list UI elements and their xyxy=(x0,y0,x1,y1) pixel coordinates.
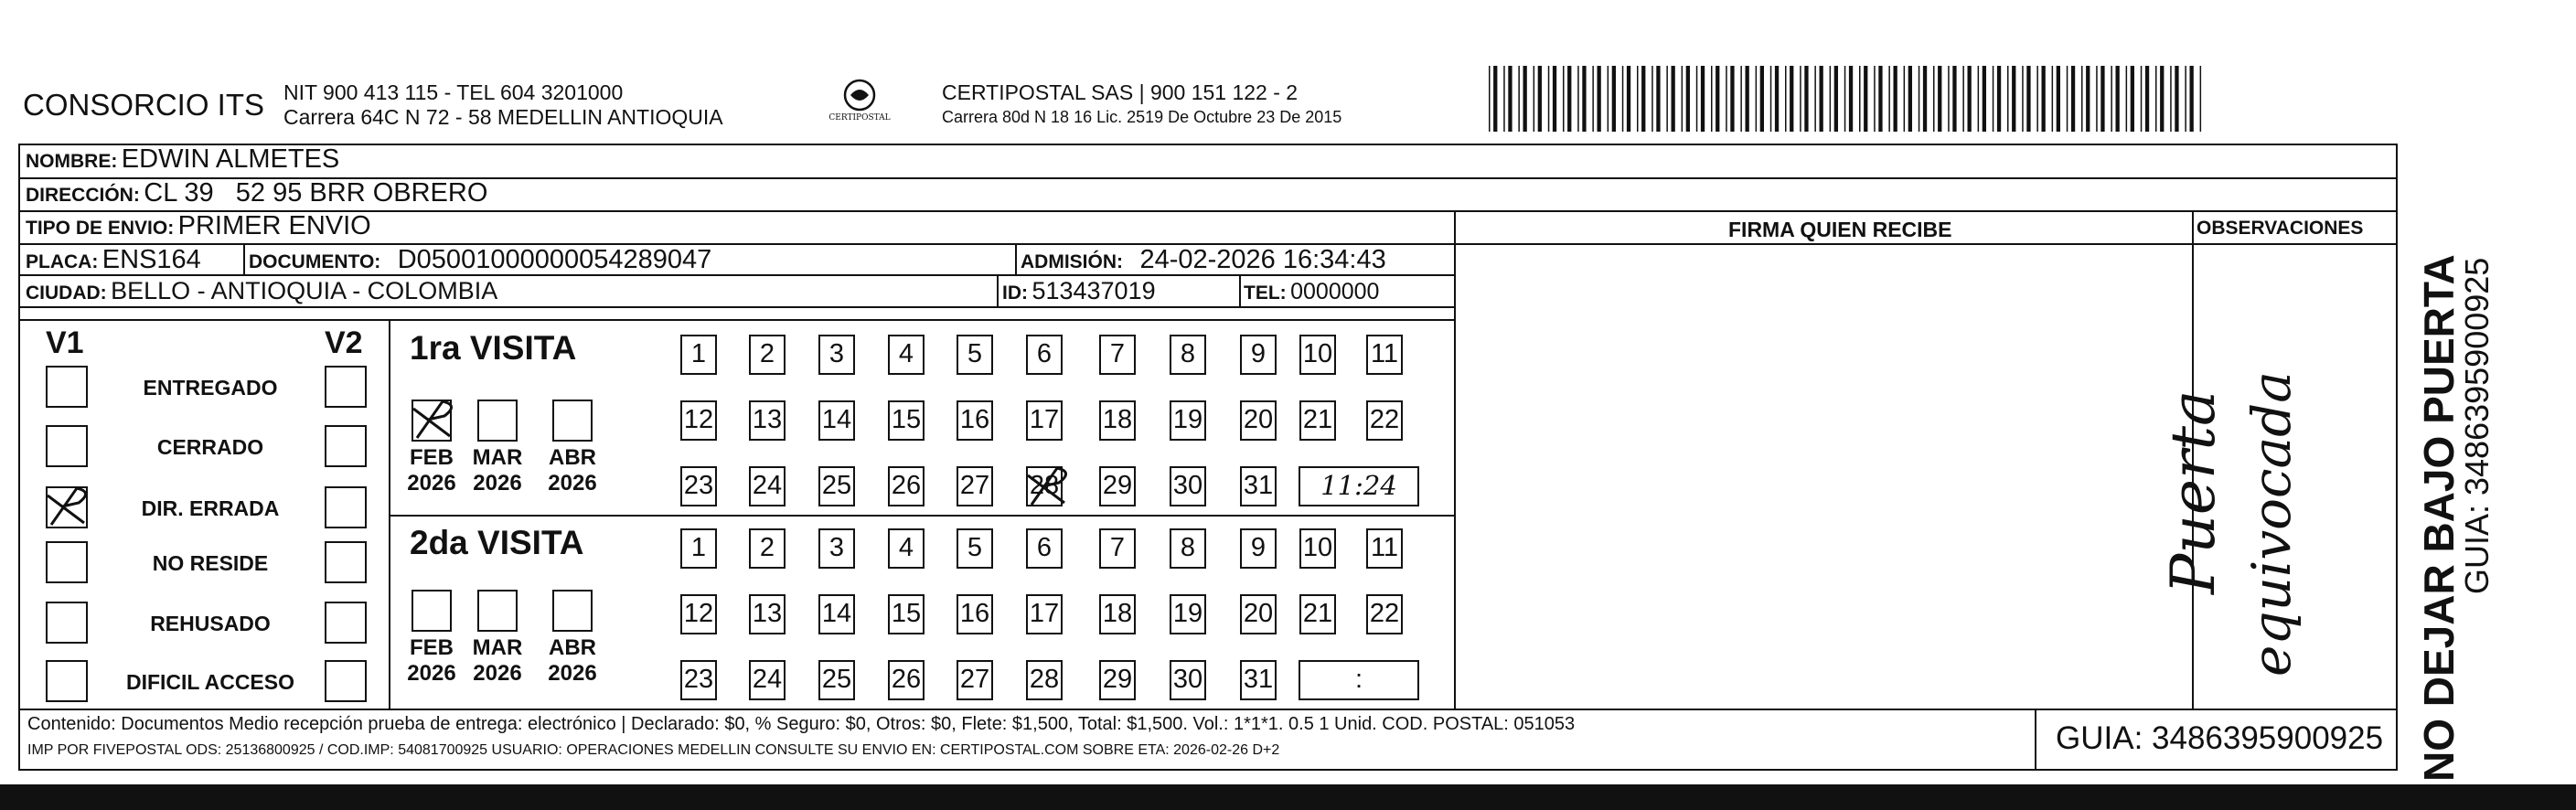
day-box: 13 xyxy=(749,594,786,634)
barcode-bar xyxy=(1859,66,1861,132)
v1-checkbox xyxy=(46,486,88,528)
v2-checkbox xyxy=(325,541,367,583)
barcode-bar xyxy=(1993,66,1994,132)
barcode-bar xyxy=(1627,66,1630,132)
ciudad-label: CIUDAD: xyxy=(26,282,107,304)
handwritten-observation-line2: equivocada xyxy=(2240,371,2303,677)
barcode-bar xyxy=(1686,66,1690,132)
month-year: 2026 xyxy=(473,661,522,686)
v1-label: V1 xyxy=(46,325,84,360)
v2-checkbox xyxy=(325,425,367,467)
barcode-bar xyxy=(1577,66,1579,132)
month-checkbox xyxy=(412,400,452,442)
barcode-bar xyxy=(2081,66,2083,132)
day-box: 30 xyxy=(1170,660,1206,700)
barcode-bar xyxy=(1830,66,1832,132)
day-box: 19 xyxy=(1170,400,1206,441)
id-label: ID: xyxy=(1002,282,1028,304)
documento-label: DOCUMENTO: xyxy=(249,251,381,272)
barcode-bar xyxy=(2022,66,2024,132)
month-label xyxy=(465,445,529,496)
day-box: 5 xyxy=(957,335,993,375)
day-box: 21 xyxy=(1299,400,1336,441)
month-checkbox xyxy=(552,400,593,442)
v2-checkbox xyxy=(325,602,367,644)
barcode-bar xyxy=(1849,66,1853,132)
day-box: 2 xyxy=(749,335,786,375)
month-year: 2026 xyxy=(473,471,522,496)
documento-value: D05001000000054289047 xyxy=(397,245,712,274)
barcode-bar xyxy=(1790,66,1793,132)
barcode-bar xyxy=(1682,66,1683,132)
barcode-bar xyxy=(1820,66,1823,132)
barcode xyxy=(1489,66,2211,132)
nombre-label: NOMBRE: xyxy=(26,151,118,172)
barcode-bar xyxy=(1978,66,1980,132)
barcode-bar xyxy=(1874,66,1876,132)
side-guia: GUIA: 3486395900925 xyxy=(2458,257,2496,594)
footer-contenido: Contenido: Documentos Medio recepción prueba de entrega: electrónico | Declarado: $0, % Seguro: $0, Otros: $0, Flete: $1,500, Total: $1,500. Vol.: 1*1*1. 0.5 1 Unid. COD. POSTAL: 051053 xyxy=(27,714,1576,734)
barcode-bar xyxy=(1608,66,1609,132)
barcode-bar xyxy=(1894,66,1897,132)
v1-checkbox xyxy=(46,366,88,408)
day-check-mark xyxy=(1022,463,1077,508)
month-label xyxy=(540,445,604,496)
barcode-bar xyxy=(1508,66,1512,132)
month-name: ABR xyxy=(549,635,596,660)
v1-checkbox xyxy=(46,541,88,583)
barcode-bar xyxy=(2111,66,2112,132)
logo-text: CERTIPOSTAL xyxy=(828,113,891,123)
month-year: 2026 xyxy=(548,661,597,686)
direccion-value: CL 39 52 95 BRR OBRERO xyxy=(144,178,488,208)
day-box: 4 xyxy=(888,528,925,569)
barcode-bar xyxy=(1563,66,1565,132)
day-box: 12 xyxy=(680,594,717,634)
visit1-title: 1ra VISITA xyxy=(410,329,577,367)
tel-value: 0000000 xyxy=(1290,279,1380,304)
barcode-bar xyxy=(2086,66,2090,132)
admision-label: ADMISIÓN: xyxy=(1021,251,1123,272)
day-box: 9 xyxy=(1240,335,1277,375)
barcode-bar xyxy=(1489,66,1491,132)
month-label xyxy=(400,445,464,496)
barcode-bar xyxy=(2042,66,2046,132)
month-checkbox xyxy=(552,590,593,632)
day-box: 3 xyxy=(818,528,855,569)
month-name: ABR xyxy=(549,445,596,470)
nombre-value: EDWIN ALMETES xyxy=(121,144,340,174)
v2-label: V2 xyxy=(325,325,363,360)
partner-line: CERTIPOSTAL SAS | 900 151 122 - 2 xyxy=(942,80,1299,104)
barcode-bar xyxy=(2126,66,2128,132)
partner-address: Carrera 80d N 18 16 Lic. 2519 De Octubre 23 De 2015 xyxy=(942,108,1342,126)
barcode-bar xyxy=(1666,66,1668,132)
month-name: FEB xyxy=(410,635,454,660)
barcode-bar xyxy=(1919,66,1920,132)
day-box: 7 xyxy=(1099,528,1136,569)
barcode-bar xyxy=(1582,66,1586,132)
v1-checkbox xyxy=(46,425,88,467)
barcode-bar xyxy=(1726,66,1727,132)
barcode-bar xyxy=(1730,66,1734,132)
barcode-bar xyxy=(1637,66,1639,132)
barcode-bar xyxy=(2100,66,2104,132)
barcode-bar xyxy=(1908,66,1912,132)
side-warning: NO DEJAR BAJO PUERTA xyxy=(2415,254,2463,782)
status-option-label: ENTREGADO xyxy=(143,376,278,400)
month-checkbox xyxy=(477,590,518,632)
month-label xyxy=(465,635,529,687)
day-box: 5 xyxy=(957,528,993,569)
day-box: 15 xyxy=(888,594,925,634)
barcode-bar xyxy=(1567,66,1571,132)
barcode-bar xyxy=(2160,66,2164,132)
day-box: 29 xyxy=(1099,466,1136,506)
day-box: 19 xyxy=(1170,594,1206,634)
barcode-bar xyxy=(1800,66,1801,132)
barcode-bar xyxy=(1770,66,1772,132)
day-box: 8 xyxy=(1170,528,1206,569)
visit2-title: 2da VISITA xyxy=(410,524,584,561)
day-box: 21 xyxy=(1299,594,1336,634)
barcode-bar xyxy=(1864,66,1867,132)
barcode-bar xyxy=(2190,66,2194,132)
day-box: 18 xyxy=(1099,594,1136,634)
barcode-bar xyxy=(2200,66,2202,132)
status-option-label: REHUSADO xyxy=(150,612,271,635)
barcode-bar xyxy=(1962,66,1964,132)
month-label xyxy=(540,635,604,687)
placa-label: PLACA: xyxy=(26,251,99,272)
barcode-bar xyxy=(2026,66,2030,132)
v2-checkbox xyxy=(325,660,367,702)
day-box: 18 xyxy=(1099,400,1136,441)
handwritten-observation-line1: Puerta xyxy=(2158,389,2229,594)
month-year: 2026 xyxy=(407,471,456,496)
barcode-bar xyxy=(2096,66,2098,132)
day-box: 14 xyxy=(818,400,855,441)
observaciones-label: OBSERVACIONES xyxy=(2197,218,2364,239)
day-box: 15 xyxy=(888,400,925,441)
barcode-bar xyxy=(2185,66,2186,132)
day-box: 16 xyxy=(957,594,993,634)
day-box: 23 xyxy=(680,660,717,700)
barcode-bar xyxy=(1952,66,1956,132)
day-box: 10 xyxy=(1299,335,1336,375)
barcode-bar xyxy=(1622,66,1624,132)
month-name: MAR xyxy=(472,445,523,470)
day-box: 8 xyxy=(1170,335,1206,375)
visit2-time-box: : xyxy=(1299,660,1419,700)
status-option-label: NO RESIDE xyxy=(152,551,269,575)
barcode-bar xyxy=(2071,66,2075,132)
barcode-bar xyxy=(1814,66,1816,132)
barcode-bar xyxy=(2067,66,2068,132)
day-box: 6 xyxy=(1026,528,1063,569)
v1-check-mark xyxy=(42,483,97,528)
company-nit: NIT 900 413 115 - TEL 604 3201000 xyxy=(283,80,624,104)
footer-guia: GUIA: 3486395900925 xyxy=(2056,720,2384,756)
ciudad-value: BELLO - ANTIOQUIA - COLOMBIA xyxy=(111,277,498,304)
day-box: 28 xyxy=(1026,466,1063,506)
barcode-bar xyxy=(1701,66,1705,132)
day-box: 28 xyxy=(1026,660,1063,700)
footer-imp-line: IMP POR FIVEPOSTAL ODS: 25136800925 / COD.IMP: 54081700925 USUARIO: OPERACIONES MEDELLIN CONSULTE SU ENVIO EN: CERTIPOSTAL.COM SOBRE ETA: 2026-02-26 D+2 xyxy=(27,742,1280,758)
barcode-bar xyxy=(1523,66,1527,132)
barcode-bar xyxy=(1518,66,1520,132)
day-box: 13 xyxy=(749,400,786,441)
barcode-bar xyxy=(2057,66,2060,132)
status-option-label: DIFICIL ACCESO xyxy=(125,670,294,694)
barcode-bar xyxy=(1904,66,1906,132)
day-box: 2 xyxy=(749,528,786,569)
barcode-bar xyxy=(1760,66,1764,132)
day-box: 27 xyxy=(957,660,993,700)
month-label xyxy=(400,635,464,687)
v1-checkbox xyxy=(46,602,88,644)
month-name: MAR xyxy=(472,635,523,660)
barcode-bar xyxy=(2155,66,2157,132)
barcode-bar xyxy=(1756,66,1758,132)
day-box: 24 xyxy=(749,466,786,506)
barcode-bar xyxy=(1933,66,1935,132)
v2-checkbox xyxy=(325,366,367,408)
barcode-bar xyxy=(1775,66,1779,132)
barcode-bar xyxy=(2007,66,2009,132)
day-box: 11 xyxy=(1366,335,1403,375)
day-box: 17 xyxy=(1026,594,1063,634)
form-frame xyxy=(18,144,2398,771)
day-box: 3 xyxy=(818,335,855,375)
tipo-envio-value: PRIMER ENVIO xyxy=(177,211,371,240)
barcode-bar xyxy=(1878,66,1882,132)
day-box: 22 xyxy=(1366,594,1403,634)
barcode-bar xyxy=(1888,66,1890,132)
day-box: 31 xyxy=(1240,466,1277,506)
barcode-bar xyxy=(1716,66,1719,132)
barcode-bar xyxy=(1598,66,1601,132)
barcode-bar xyxy=(2012,66,2015,132)
barcode-bar xyxy=(1983,66,1986,132)
month-year: 2026 xyxy=(548,471,597,496)
barcode-bar xyxy=(1538,66,1542,132)
day-box: 4 xyxy=(888,335,925,375)
day-box: 30 xyxy=(1170,466,1206,506)
month-checkbox xyxy=(477,400,518,442)
id-value: 513437019 xyxy=(1031,277,1156,304)
bottom-strip xyxy=(0,784,2576,810)
barcode-bar xyxy=(1672,66,1675,132)
barcode-bar xyxy=(1804,66,1808,132)
barcode-bar xyxy=(1997,66,2001,132)
barcode-bar xyxy=(2131,66,2134,132)
day-box: 29 xyxy=(1099,660,1136,700)
day-box: 26 xyxy=(888,660,925,700)
firma-label: FIRMA QUIEN RECIBE xyxy=(1728,218,1952,241)
day-box: 17 xyxy=(1026,400,1063,441)
barcode-bar xyxy=(1844,66,1846,132)
day-box: 1 xyxy=(680,528,717,569)
barcode-bar xyxy=(1740,66,1742,132)
barcode-bar xyxy=(2116,66,2120,132)
day-box: 10 xyxy=(1299,528,1336,569)
barcode-bar xyxy=(2170,66,2172,132)
status-option-label: CERRADO xyxy=(156,435,264,459)
direccion-label: DIRECCIÓN: xyxy=(26,185,140,206)
barcode-bar xyxy=(1696,66,1698,132)
company-address: Carrera 64C N 72 - 58 MEDELLIN ANTIOQUIA xyxy=(283,105,723,129)
day-box: 16 xyxy=(957,400,993,441)
day-box: 25 xyxy=(818,660,855,700)
barcode-bar xyxy=(2175,66,2178,132)
barcode-bar xyxy=(1548,66,1550,132)
day-box: 12 xyxy=(680,400,717,441)
barcode-bar xyxy=(1834,66,1838,132)
status-option-label: DIR. ERRADA xyxy=(141,496,280,520)
barcode-bar xyxy=(1948,66,1950,132)
barcode-bar xyxy=(2036,66,2038,132)
day-box: 1 xyxy=(680,335,717,375)
v2-checkbox xyxy=(325,486,367,528)
month-year: 2026 xyxy=(407,661,456,686)
day-box: 11 xyxy=(1366,528,1403,569)
barcode-bar xyxy=(1493,66,1497,132)
day-box: 20 xyxy=(1240,594,1277,634)
barcode-bar xyxy=(1641,66,1645,132)
company-name: CONSORCIO ITS xyxy=(23,88,265,122)
v1-checkbox xyxy=(46,660,88,702)
barcode-bar xyxy=(1711,66,1713,132)
day-box: 23 xyxy=(680,466,717,506)
barcode-bar xyxy=(1534,66,1535,132)
day-box: 27 xyxy=(957,466,993,506)
barcode-bar xyxy=(1968,66,1972,132)
barcode-bar xyxy=(1785,66,1787,132)
tipo-envio-label: TIPO DE ENVIO: xyxy=(26,218,175,239)
month-checkbox xyxy=(412,590,452,632)
barcode-bar xyxy=(1651,66,1653,132)
barcode-bar xyxy=(1503,66,1505,132)
day-box: 14 xyxy=(818,594,855,634)
logo-icon xyxy=(823,73,896,139)
tel-label: TEL: xyxy=(1244,282,1287,304)
day-box: 25 xyxy=(818,466,855,506)
barcode-bar xyxy=(1746,66,1749,132)
day-box: 24 xyxy=(749,660,786,700)
observations-handwriting xyxy=(2158,247,2396,704)
barcode-bar xyxy=(2145,66,2149,132)
day-box: 31 xyxy=(1240,660,1277,700)
visit1-time-box: 11:24 xyxy=(1299,466,1419,506)
day-box: 26 xyxy=(888,466,925,506)
day-box: 22 xyxy=(1366,400,1403,441)
barcode-bar xyxy=(2141,66,2143,132)
admision-value: 24-02-2026 16:34:43 xyxy=(1139,245,1386,274)
day-box: 9 xyxy=(1240,528,1277,569)
month-name: FEB xyxy=(410,445,454,470)
month-check-mark xyxy=(408,396,463,442)
barcode-bar xyxy=(2052,66,2054,132)
certipostal-logo xyxy=(823,73,896,139)
day-box: 7 xyxy=(1099,335,1136,375)
barcode-bar xyxy=(1938,66,1941,132)
barcode-bar xyxy=(1612,66,1616,132)
barcode-bar xyxy=(1553,66,1556,132)
placa-value: ENS164 xyxy=(102,245,201,274)
day-box: 6 xyxy=(1026,335,1063,375)
day-box: 20 xyxy=(1240,400,1277,441)
barcode-bar xyxy=(1656,66,1660,132)
barcode-bar xyxy=(1923,66,1927,132)
barcode-bar xyxy=(1592,66,1594,132)
